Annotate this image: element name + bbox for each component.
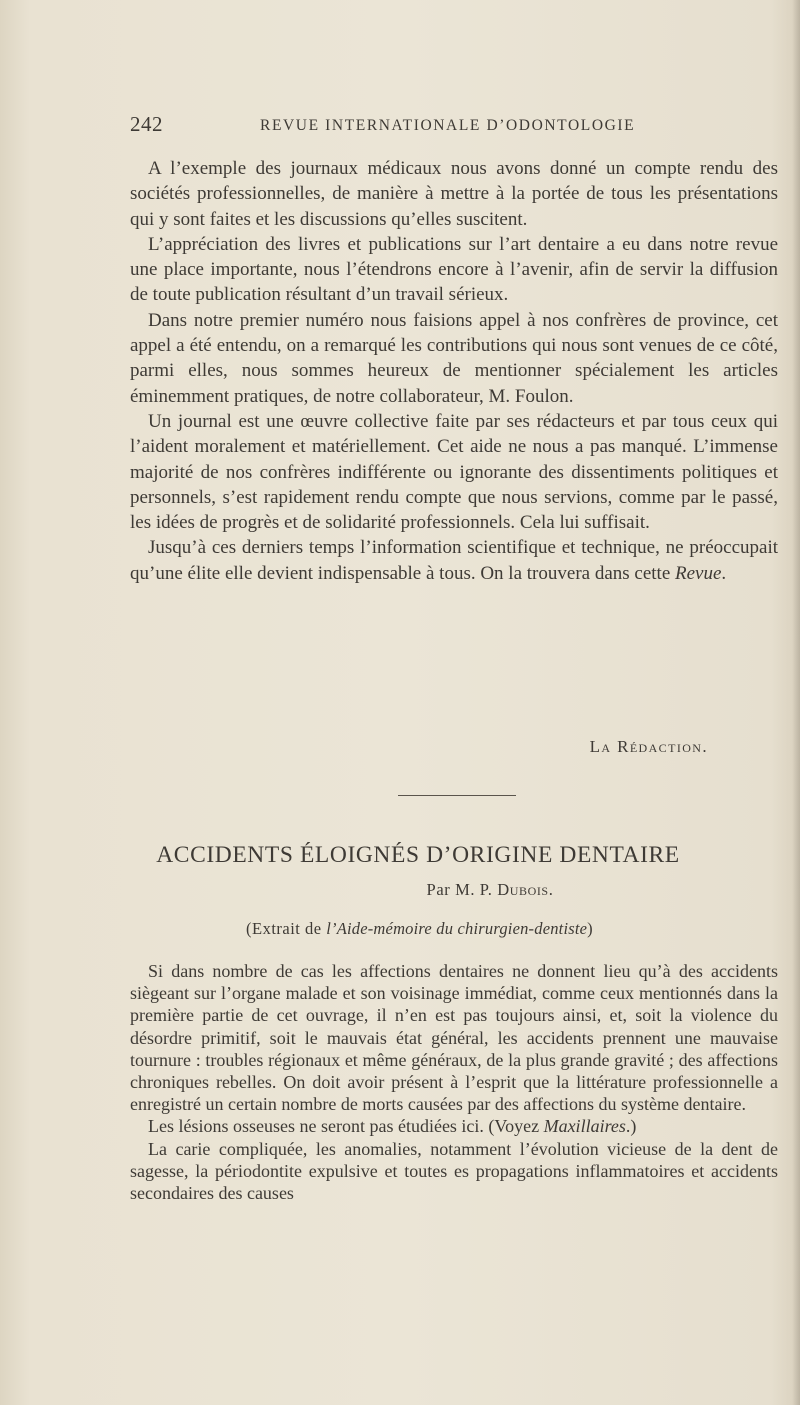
section-divider [398,795,516,796]
editorial-signature: La Rédaction. [589,737,708,756]
byline-author: Dubois. [497,880,554,899]
page-number: 242 [130,112,163,136]
editorial-last-end: . [721,562,727,584]
extract-prefix: (Extrait de [246,919,327,938]
byline-prefix: Par M. P. [426,880,498,899]
maxillaires-italic: Maxillaires [543,1116,626,1137]
article-paragraph: Si dans nombre de cas les affections dentaires ne donnent lieu qu’à des accidents siègeant sur l’organe malade et son voisinage immédiat, comme ceux mentionnés dans la première partie de cet ouvrage, il n’en est pas toujours ainsi, et, soit la violence du désordre primitif, soit le mauvais état général, les accidents prennent une mauvaise tournure : troubles régionaux et même généraux, de la plus grande gravité ; des affections chroniques rebelles. On doit avoir présent à l’esprit que la littérature professionnelle a enregistré un certain nombre de morts causées par des affections du système dentaire. [130,961,778,1115]
editorial-paragraph [130,535,778,586]
article-byline [210,880,770,900]
article-paragraph: La carie compliquée, les anomalies, notamment l’évolution vicieuse de la dent de sagesse, la périodontite expulsive et toutes es propagations inflammatoires et accidents secondaires des causes [130,1138,778,1204]
article-para2-end: .) [625,1116,637,1137]
article-para2-text: Les lésions osseuses ne seront pas étudiées ici. (Voyez [148,1116,544,1137]
article-title: ACCIDENTS ÉLOIGNÉS D’ORIGINE DENTAIRE [156,842,680,868]
extract-book-title: l’Aide-mémoire du chirurgien-dentiste [326,919,588,938]
editorial-paragraph: L’appréciation des livres et publications sur l’art dentaire a eu dans notre revue une place importante, nous l’étendrons encore à l’avenir, afin de servir la diffusion de toute publication résultant d’un travail sérieux. [130,233,778,306]
editorial-paragraph: Dans notre premier numéro nous faisions appel à nos confrères de province, cet appel a été entendu, on a remarqué les contributions qui nous sont venues de ce côté, parmi elles, nous sommes heureux de mentionner spécialement les articles éminemment pratiques, de notre collaborateur, M. Foulon. [130,309,778,407]
extract-suffix: ) [587,919,594,938]
article-paragraph [130,1115,778,1137]
editorial-text [130,156,778,586]
running-header [130,112,770,142]
journal-title: REVUE INTERNATIONALE D’ODONTOLOGIE [260,117,636,134]
revue-italic: Revue [675,562,722,584]
article-source-note [246,919,593,939]
editorial-paragraph: A l’exemple des journaux médicaux nous avons donné un compte rendu des sociétés professionnelles, de manière à mettre à la portée de tous les présentations qui y sont faites et les discussions qu’elles suscitent. [130,158,778,230]
editorial-last-text: Jusqu’à ces derniers temps l’information scientifique et technique, ne préoccupait qu’une élite elle devient indispensable à tous. On la trouvera dans cette [130,537,778,584]
article-body [130,960,778,1204]
editorial-paragraph: Un journal est une œuvre collective faite par ses rédacteurs et par tous ceux qui l’aident moralement et matériellement. Cet aide ne nous a pas manqué. L’immense majorité de nos confrères indifférente ou ignorante des dissentiments politiques et personnels, s’est rapidement rendu compte que nous servions, comme par le passé, les idées de progrès et de solidarité professionnels. Cela lui suffisait. [130,410,778,534]
page-edge-shadow [792,0,800,1405]
